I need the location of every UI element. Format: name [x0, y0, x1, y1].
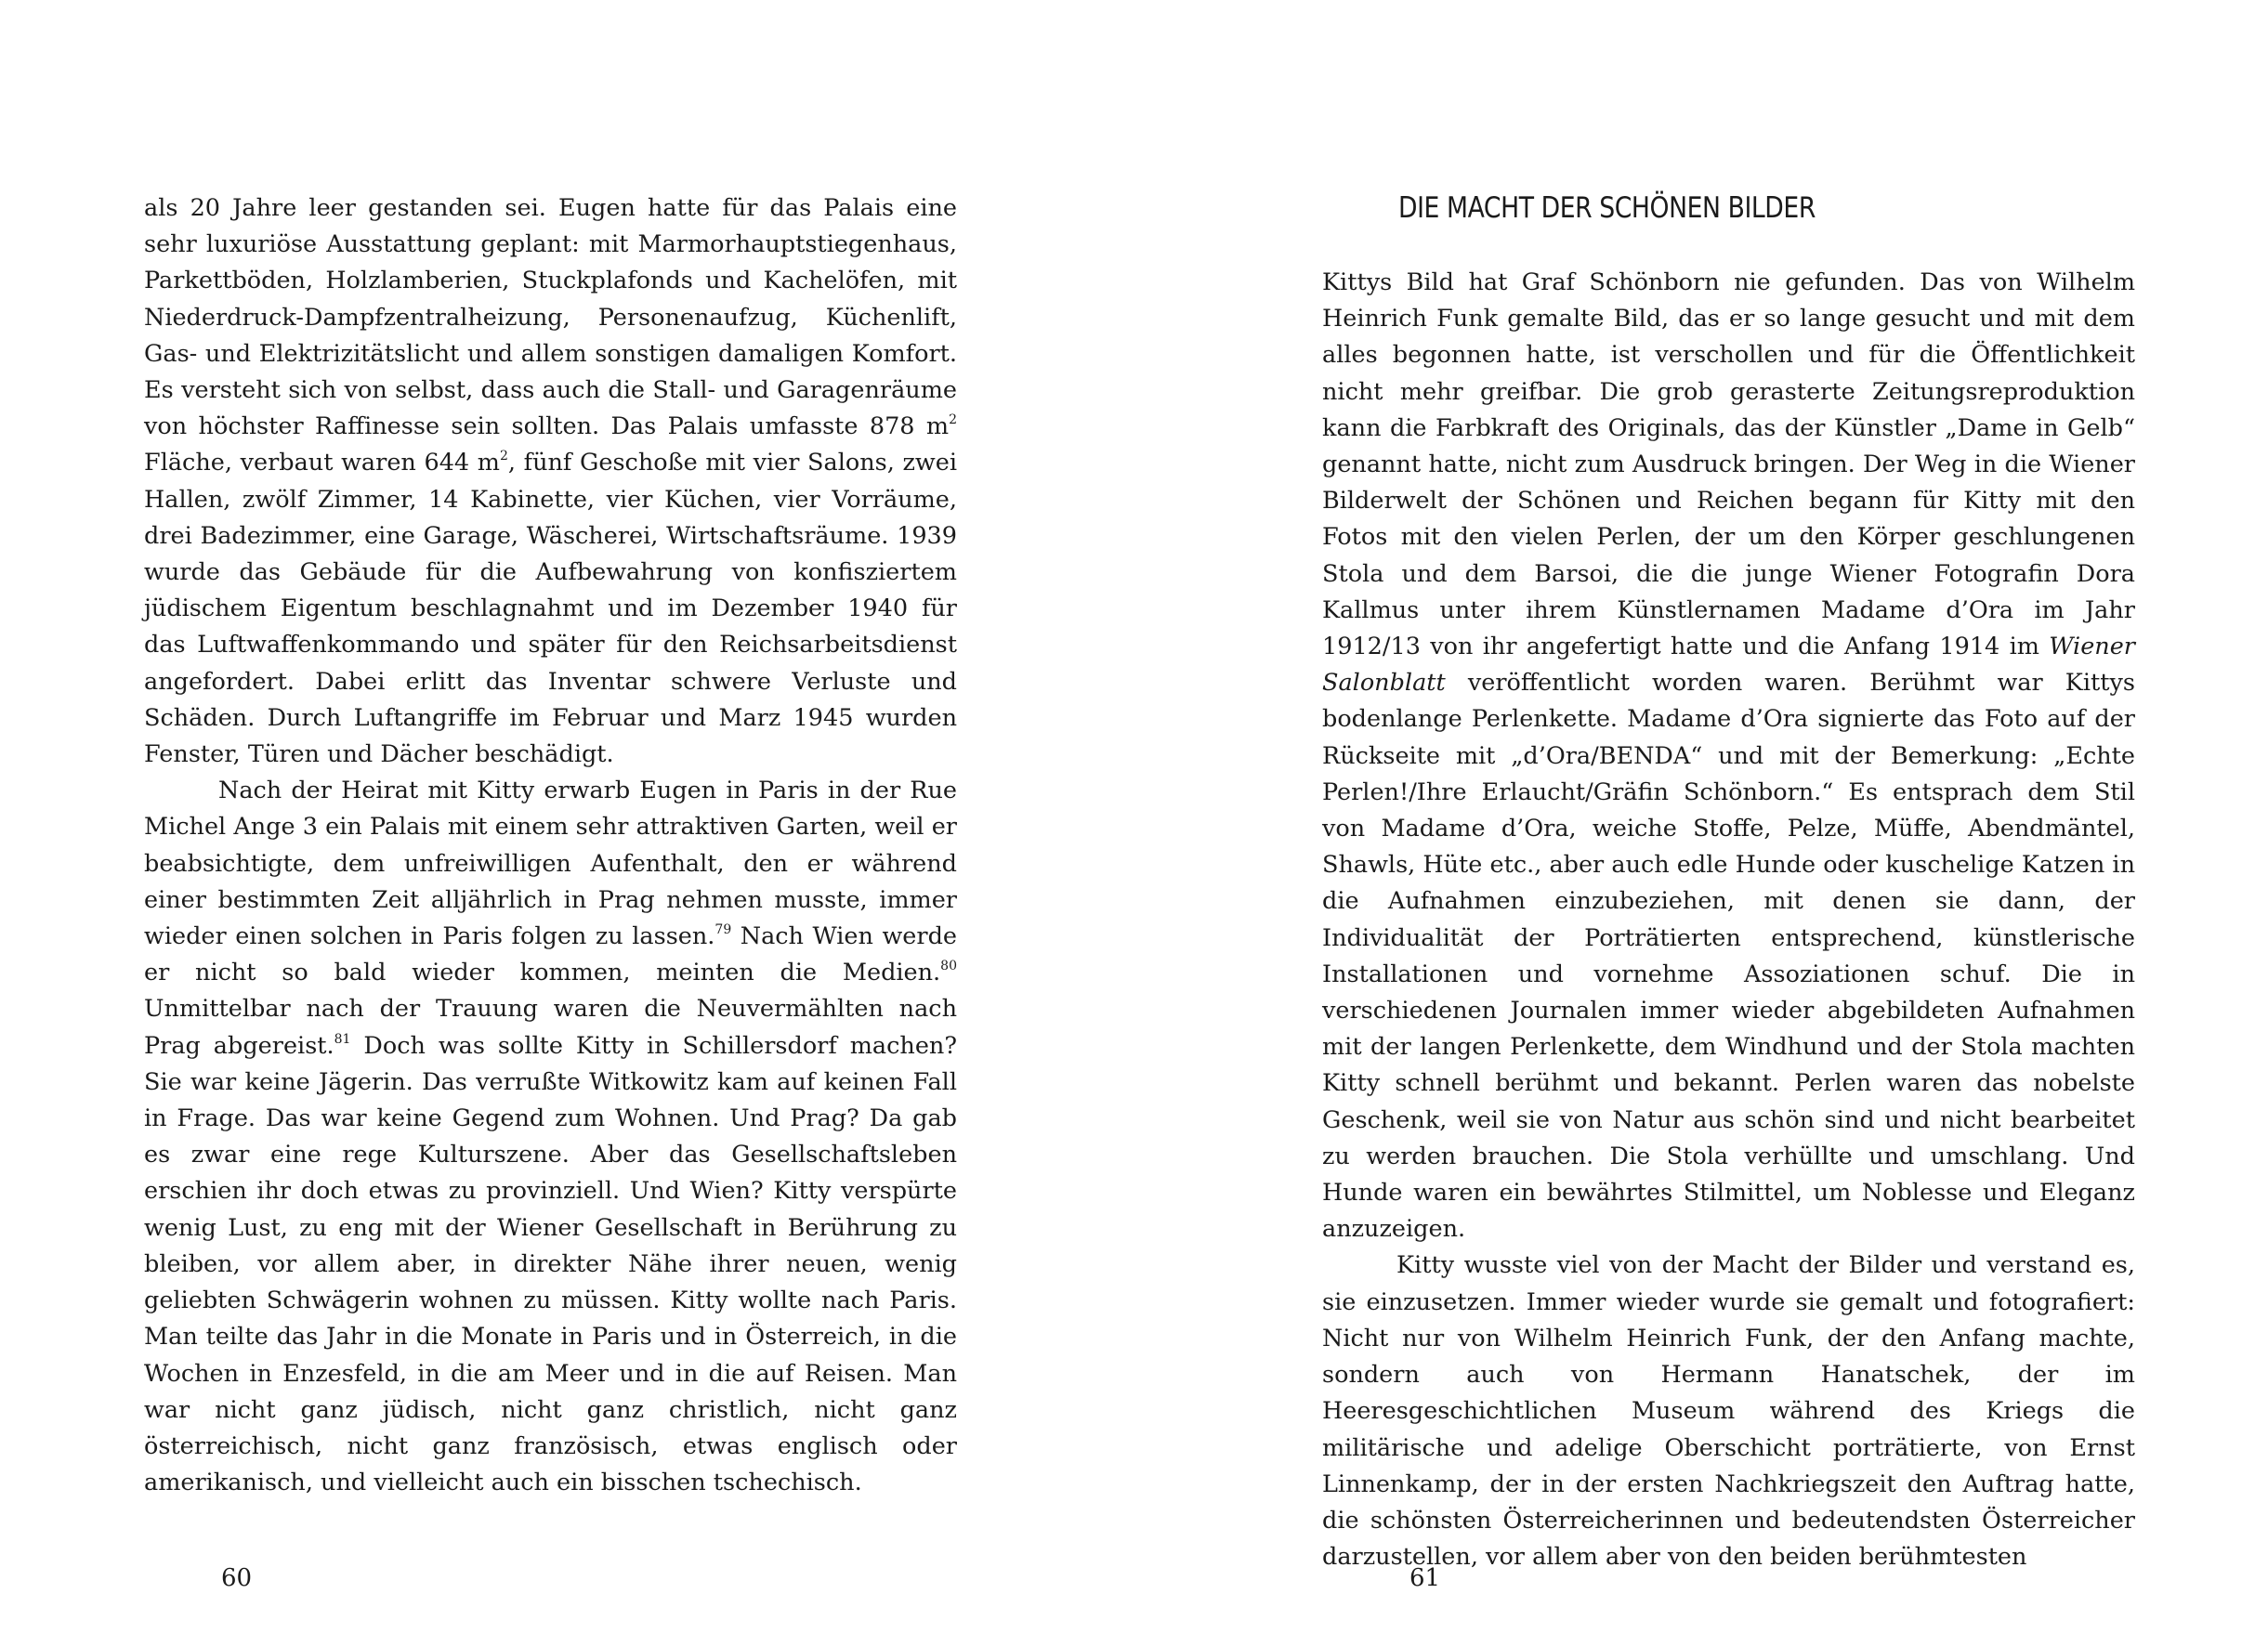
page-number-right: 61: [1409, 1564, 1441, 1592]
footnote-marker: 2: [949, 412, 957, 428]
footnote-marker: 79: [714, 922, 732, 938]
right-page: [1134, 0, 2268, 1646]
italic-title: Wiener Salonblatt: [1322, 633, 2135, 698]
paragraph: Kitty wusste viel von der Macht der Bilder und verstand es, sie einzusetzen. Immer wieder wurde sie gemalt und fotografiert: Nicht nur von Wilhelm Heinrich Funk, der den Anfang machte, sondern auch von Hermann Hanatschek, der im Heeresgeschichtlichen Museum während des Kriegs die militärische und adelige Oberschicht porträtierte, von Ernst Linnenkamp, der in der ersten Nachkriegszeit den Auftrag hatte, die schönsten Österreicherinnen und bedeutendsten Österreicher darzustellen, vor allem aber von den beiden berühmtesten: [1322, 1251, 2135, 1572]
footnote-marker: 81: [334, 1031, 351, 1047]
footnote-marker: 80: [940, 959, 957, 974]
left-page-body: [144, 190, 957, 1501]
page-number-left: 60: [221, 1564, 253, 1592]
paragraph: Kittys Bild hat Graf Schönborn nie gefunden. Das von Wilhelm Heinrich Funk gemalte Bild, das er so lange gesucht und mit dem alles begonnen hatte, ist verschollen und für die Öffentlichkeit nicht mehr greifbar. Die grob gerasterte Zeitungsreproduktion kann die Farbkraft des Originals, das der Künstler „Dame in Gelb“ genannt hatte, nicht zum Ausdruck bringen. Der Weg in die Wiener Bilderwelt der Schönen und Reichen begann für Kitty mit den Fotos mit den vielen Perlen, der um den Körper geschlungenen Stola und dem Barsoi, die die junge Wiener Fotografin Dora Kallmus unter ihrem Künstlernamen Madame d’Ora im Jahr 1912/13 von ihr angefertigt hatte und die Anfang 1914 im Wiener Salonblatt veröffentlicht worden waren. Berühmt war Kittys bodenlange Perlenkette. Madame d’Ora signierte das Foto auf der Rückseite mit „d’Ora/BENDA“ und mit der Bemerkung: „Echte Perlen!/Ihre Erlaucht/Gräfin Schönborn.“ Es entsprach dem Stil von Madame d’Ora, weiche Stoffe, Pelze, Müffe, Abendmäntel, Shawls, Hüte etc., aber auch edle Hunde oder kuschelige Katzen in die Aufnahmen einzubeziehen, mit denen sie dann, der Individualität der Porträtierten entsprechend, künstlerische Installationen und vornehme Assoziationen schuf. Die in verschiedenen Journalen immer wieder abgebildeten Aufnahmen mit der langen Perlenkette, dem Windhund und der Stola machten Kitty schnell berühmt und bekannt. Perlen waren das nobelste Geschenk, weil sie von Natur aus schön sind und nicht bearbeitet zu werden brauchen. Die Stola verhüllte und umschlang. Und Hunde waren ein bewährtes Stilmittel, um Noblesse und Eleganz anzuzeigen.: [1322, 268, 2135, 1244]
right-page-body: [1322, 265, 2135, 1575]
paragraph: Nach der Heirat mit Kitty erwarb Eugen in Paris in der Rue Michel Ange 3 ein Palais mit einem sehr attraktiven Garten, weil er beabsichtigte, dem unfreiwilligen Aufenthalt, den er während einer bestimmten Zeit alljährlich in Prag nehmen musste, immer wieder einen solchen in Paris folgen zu lassen.$^{79}$ Nach Wien werde er nicht so bald wieder kommen, meinten die Medien.$^{80}$ Unmittelbar nach der Trauung waren die Neuvermählten nach Prag abgereist.$^{81}$ Doch was sollte Kitty in Schillersdorf machen? Sie war keine Jägerin. Das verrußte Witkowitz kam auf keinen Fall in Frage. Das war keine Gegend zum Wohnen. Und Prag? Da gab es zwar eine rege Kulturszene. Aber das Gesellschaftsleben erschien ihr doch etwas zu provinziell. Und Wien? Kitty verspürte wenig Lust, zu eng mit der Wiener Gesellschaft in Berührung zu bleiben, vor allem aber, in direkter Nähe ihrer neuen, wenig geliebten Schwägerin wohnen zu müssen. Kitty wollte nach Paris. Man teilte das Jahr in die Monate in Paris und in Österreich, in die Wochen in Enzesfeld, in die am Meer und in die auf Reisen. Man war nicht ganz jüdisch, nicht ganz christlich, nicht ganz österreichisch, nicht ganz französisch, etwas englisch oder amerikanisch, und vielleicht auch ein bisschen tschechisch.: [144, 777, 958, 1497]
paragraph: als 20 Jahre leer gestanden sei. Eugen hatte für das Palais eine sehr luxuriöse Ausstattung geplant: mit Marmorhauptstiegenhaus, Parkettböden, Holzlamberien, Stuckplafonds und Kachelöfen, mit Niederdruck-Dampfzentralheizung, Personenaufzug, Küchenlift, Gas- und Elektrizitätslicht und allem sonstigen damaligen Komfort. Es versteht sich von selbst, dass auch die Stall- und Garagenräume von höchster Raffinesse sein sollten. Das Palais umfasste 878 $m^2$ Fläche, verbaut waren 644 $m^2$, fünf Geschoße mit vier Salons, zwei Hallen, zwölf Zimmer, 14 Kabinette, vier Küchen, vier Vorräume, drei Badezimmer, eine Garage, Wäscherei, Wirtschaftsräume. 1939 wurde das Gebäude für die Aufbewahrung von konfisziertem jüdischem Eigentum beschlagnahmt und im Dezember 1940 für das Luftwaffenkommando und später für den Reichsarbeitsdienst angefordert. Dabei erlitt das Inventar schwere Verluste und Schäden. Durch Luftangriffe im Februar und Marz 1945 wurden Fenster, Türen und Dächer beschädigt.: [144, 194, 957, 769]
chapter-title: DIE MACHT DER SCHÖNEN BILDER: [1398, 191, 1816, 225]
footnote-marker: 2: [499, 449, 508, 464]
